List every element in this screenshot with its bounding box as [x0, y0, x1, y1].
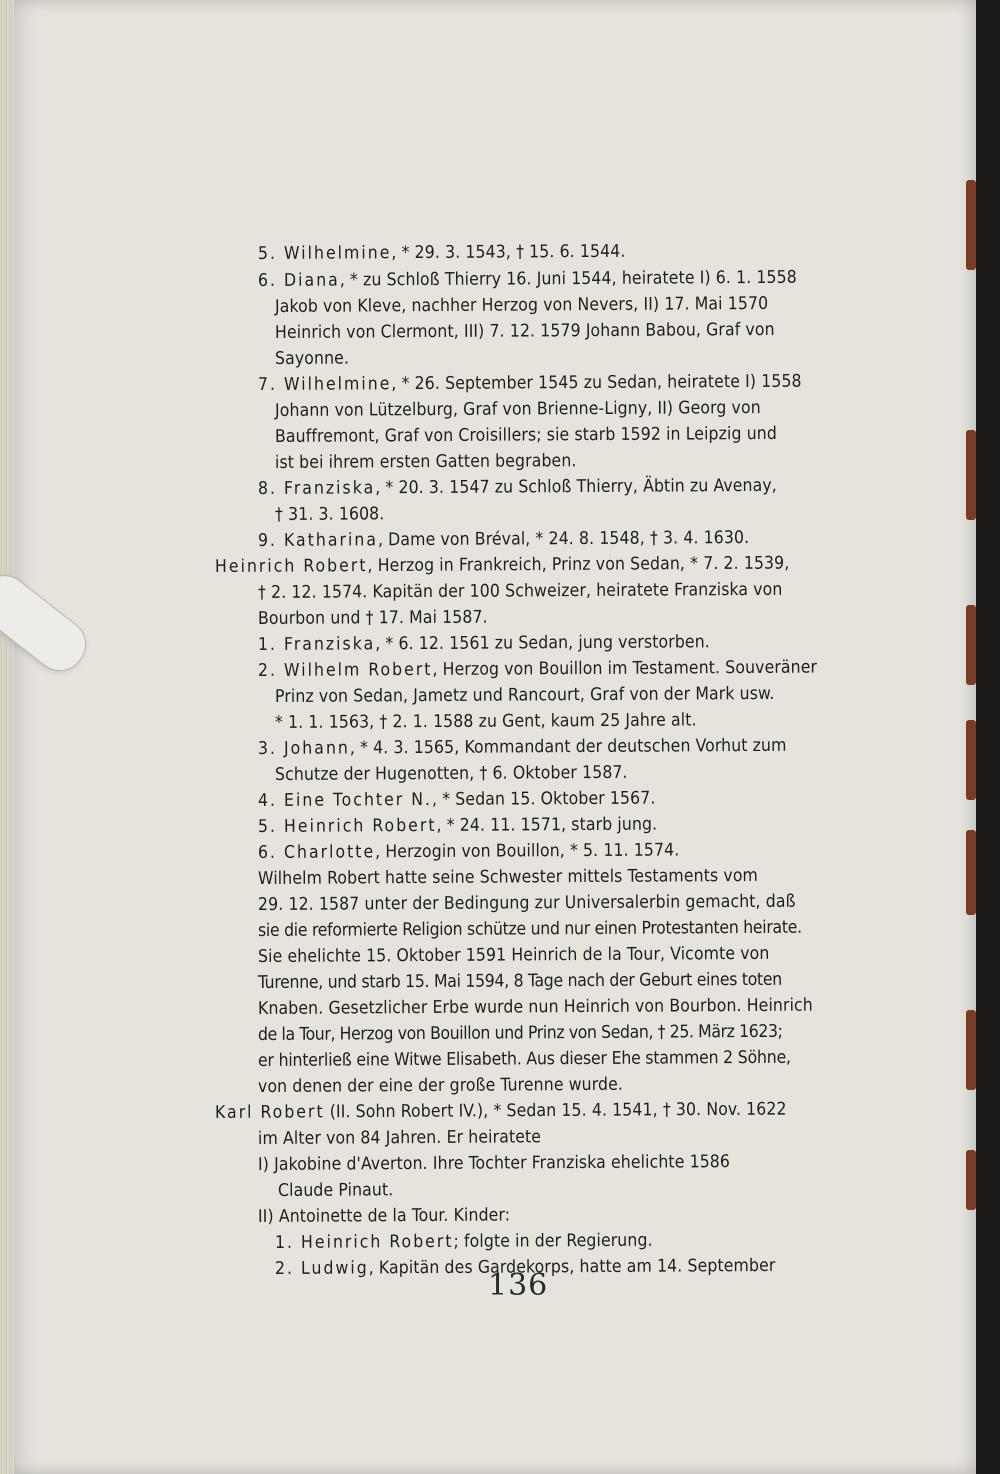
- text-line-para-l1: Wilhelm Robert hatte seine Schwester mittels Testaments vom: [257, 865, 759, 889]
- text-line-wilhelm-robert-2-l3: * 1. 1. 1563, † 2. 1. 1588 zu Gent, kaum 25 Jahre alt.: [274, 710, 697, 733]
- text-line-heinrich-robert-5: 5. Heinrich Robert, * 24. 11. 1571, starb jung.: [257, 814, 658, 837]
- text-line-para-l3: sie die reformierte Religion schütze und nur einen Protestanten heirate.: [257, 917, 802, 941]
- text-line-tochter-4: 4. Eine Tochter N., * Sedan 15. Oktober 1567.: [257, 788, 656, 811]
- text-line-diana-6: 6. Diana, * zu Schloß Thierry 16. Juni 1544, heiratete I) 6. 1. 1558: [257, 267, 797, 291]
- text-line-wilhelmine-7: 7. Wilhelmine, * 26. September 1545 zu Sedan, heiratete I) 1558: [257, 371, 802, 395]
- text-line-heinrich-robert-l2: † 2. 12. 1574. Kapitän der 100 Schweizer, heiratete Franziska von: [257, 579, 783, 603]
- page-number: 136: [488, 1268, 549, 1303]
- text-line-franziska-8: 8. Franziska, * 20. 3. 1547 zu Schloß Thierry, Äbtin zu Avenay,: [257, 475, 777, 499]
- text-line-johann-3: 3. Johann, * 4. 3. 1565, Kommandant der deutschen Vorhut zum: [257, 735, 787, 759]
- text-line-wilhelm-robert-2-l2: Prinz von Sedan, Jametz und Rancourt, Graf von der Mark usw.: [274, 683, 775, 707]
- text-line-franziska-8-l2: † 31. 3. 1608.: [274, 504, 385, 525]
- text-line-diana-6-l2: Jakob von Kleve, nachher Herzog von Nevers, II) 17. Mai 1570: [274, 293, 769, 317]
- text-line-karl-robert: Karl Robert (II. Sohn Robert IV.), * Sedan 15. 4. 1541, † 30. Nov. 1622: [214, 1099, 787, 1123]
- text-line-johann-3-l2: Schutze der Hugenotten, † 6. Oktober 1587.: [274, 762, 628, 785]
- text-line-wilhelmine-7-l2: Johann von Lützelburg, Graf von Brienne-Ligny, II) Georg von: [274, 398, 761, 421]
- text-line-para-l5: Turenne, und starb 15. Mai 1594, 8 Tage nach der Geburt eines toten: [257, 969, 783, 993]
- text-line-franziska-1: 1. Franziska, * 6. 12. 1561 zu Sedan, jung verstorben.: [257, 632, 710, 655]
- text-line-antoinette: II) Antoinette de la Tour. Kinder:: [257, 1205, 511, 1227]
- text-line-charlotte-6: 6. Charlotte, Herzogin von Bouillon, * 5. 11. 1574.: [257, 840, 680, 863]
- text-line-para-l7: de la Tour, Herzog von Bouillon und Prinz von Sedan, † 25. März 1623;: [257, 1021, 783, 1045]
- text-line-para-l8: er hinterließ eine Witwe Elisabeth. Aus dieser Ehe stammen 2 Söhne,: [257, 1047, 791, 1071]
- text-line-wilhelm-robert-2: 2. Wilhelm Robert, Herzog von Bouillon im Testament. Souveräner: [257, 657, 818, 681]
- text-line-ludwig-k2: 2. Ludwig, Kapitän des Gardekorps, hatte am 14. September: [274, 1255, 776, 1279]
- text-line-katharina-9: 9. Katharina, Dame von Bréval, * 24. 8. 1548, † 3. 4. 1630.: [257, 527, 750, 551]
- text-line-wilhelmine-5: 5. Wilhelmine, * 29. 3. 1543, † 15. 6. 1544.: [257, 241, 626, 264]
- text-line-diana-6-l4: Sayonne.: [274, 348, 350, 369]
- text-line-diana-6-l3: Heinrich von Clermont, III) 7. 12. 1579 Johann Babou, Graf von: [274, 319, 775, 343]
- text-line-para-l4: Sie ehelichte 15. Oktober 1591 Heinrich de la Tour, Vicomte von: [257, 943, 770, 967]
- text-line-heinrich-robert-k1: 1. Heinrich Robert; folgte in der Regierung.: [274, 1230, 653, 1253]
- text-line-wilhelmine-7-l4: ist bei ihrem ersten Gatten begraben.: [274, 451, 577, 473]
- text-line-jakobine-l2: Claude Pinaut.: [277, 1180, 394, 1201]
- text-line-heinrich-robert-l3: Bourbon und † 17. Mai 1587.: [257, 607, 488, 629]
- text-line-heinrich-robert: Heinrich Robert, Herzog in Frankreich, Prinz von Sedan, * 7. 2. 1539,: [214, 553, 790, 577]
- text-line-para-l6: Knaben. Gesetzlicher Erbe wurde nun Heinrich von Bourbon. Heinrich: [257, 995, 813, 1019]
- text-line-para-l2: 29. 12. 1587 unter der Bedingung zur Universalerbin gemacht, daß: [257, 891, 796, 915]
- text-line-jakobine: I) Jakobine d'Averton. Ihre Tochter Franziska ehelichte 1586: [257, 1152, 731, 1175]
- text-line-para-l9: von denen der eine der große Turenne wurde.: [257, 1074, 624, 1097]
- text-line-wilhelmine-7-l3: Bauffremont, Graf von Croisillers; sie starb 1592 in Leipzig und: [274, 423, 777, 447]
- text-line-karl-robert-l2: im Alter von 84 Jahren. Er heiratete: [257, 1127, 542, 1149]
